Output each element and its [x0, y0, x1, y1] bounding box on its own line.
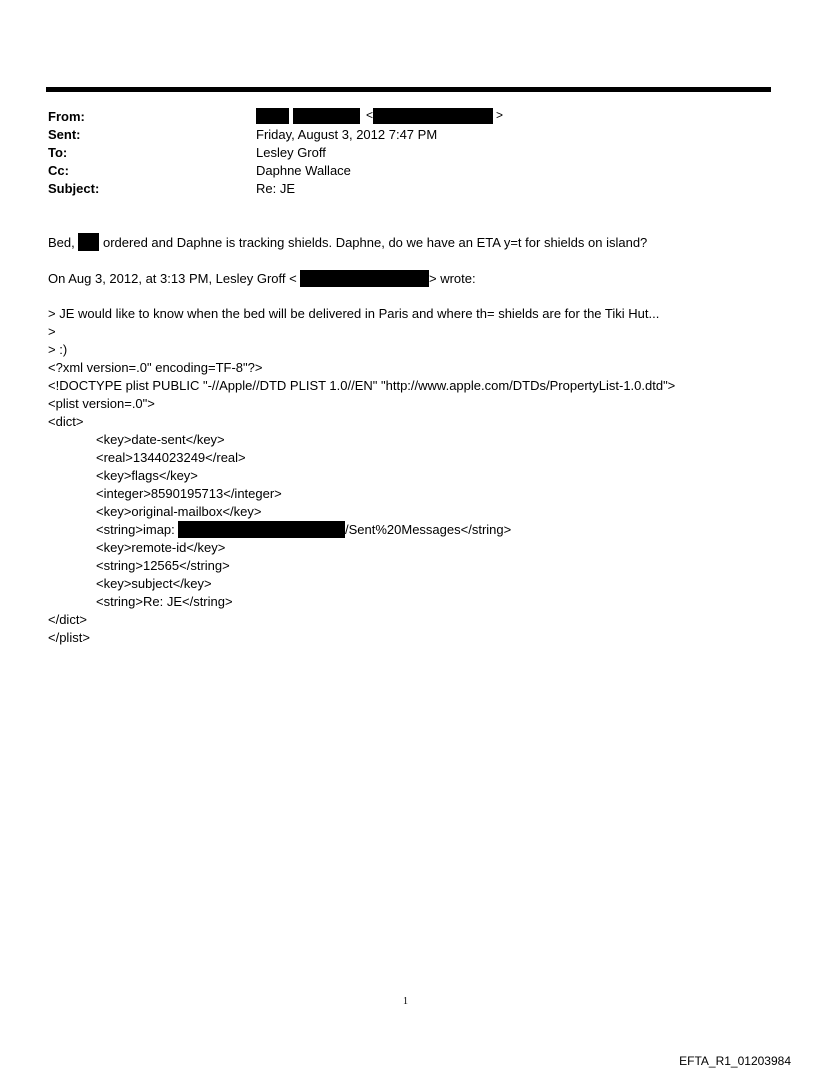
sent-value: Friday, August 3, 2012 7:47 PM — [256, 127, 438, 142]
xml-line-6: </plist> — [48, 630, 90, 645]
redaction-groff-email — [300, 270, 429, 287]
xml-line-1: <?xml version=.0" encoding=TF-8"?> — [48, 360, 263, 375]
redaction-from-first — [256, 108, 289, 124]
plist-line-1: <key>date-sent</key> — [96, 432, 225, 447]
plist-line-8: <string>12565</string> — [96, 558, 230, 573]
plist-line-5: <key>original-mailbox</key> — [96, 504, 262, 519]
plist-line-6a: <string>imap: — [96, 522, 175, 537]
plist-line-9: <key>subject</key> — [96, 576, 212, 591]
subject-label: Subject: — [48, 181, 100, 196]
body-line-2b: > wrote: — [429, 271, 476, 286]
plist-line-10: <string>Re: JE</string> — [96, 594, 233, 609]
cc-label: Cc: — [48, 163, 69, 178]
quote-line-2: > — [48, 324, 56, 339]
xml-line-4: <dict> — [48, 414, 84, 429]
redaction-name — [78, 233, 99, 251]
cc-value: Daphne Wallace — [256, 163, 351, 178]
quote-line-3: > :) — [48, 342, 68, 357]
plist-line-2: <real>1344023249</real> — [96, 450, 246, 465]
plist-line-4: <integer>8590195713</integer> — [96, 486, 282, 501]
from-lt: < — [366, 108, 374, 122]
xml-line-2: <!DOCTYPE plist PUBLIC "-//Apple//DTD PLIST 1.0//EN" "http://www.apple.com/DTDs/PropertyList-1.0.dtd"> — [48, 378, 676, 393]
xml-line-3: <plist version=.0"> — [48, 396, 155, 411]
redaction-imap-address — [178, 521, 345, 538]
xml-line-5: </dict> — [48, 612, 88, 627]
from-gt: > — [496, 108, 504, 122]
to-value: Lesley Groff — [256, 145, 326, 160]
body-line-1a: Bed, — [48, 235, 75, 250]
to-label: To: — [48, 145, 68, 160]
body-line-2a: On Aug 3, 2012, at 3:13 PM, Lesley Groff < — [48, 271, 297, 286]
from-row — [48, 108, 85, 126]
subject-value: Re: JE — [256, 181, 296, 196]
plist-line-7: <key>remote-id</key> — [96, 540, 226, 555]
body-line-1b: ordered and Daphne is tracking shields. Daphne, do we have an ETA y=t for shields on island? — [103, 235, 648, 250]
redaction-from-email — [373, 108, 493, 124]
quote-line-1: > JE would like to know when the bed will be delivered in Paris and where th= shields are for the Tiki Hut... — [48, 306, 660, 321]
from-label: From: — [48, 109, 85, 124]
page-number: 1 — [403, 996, 408, 1007]
redaction-from-last — [293, 108, 360, 124]
sent-label: Sent: — [48, 127, 81, 142]
footer-doc-id: EFTA_R1_01203984 — [679, 1054, 791, 1068]
plist-line-6b: /Sent%20Messages</string> — [345, 522, 512, 537]
header-rule — [46, 87, 771, 92]
plist-line-3: <key>flags</key> — [96, 468, 198, 483]
